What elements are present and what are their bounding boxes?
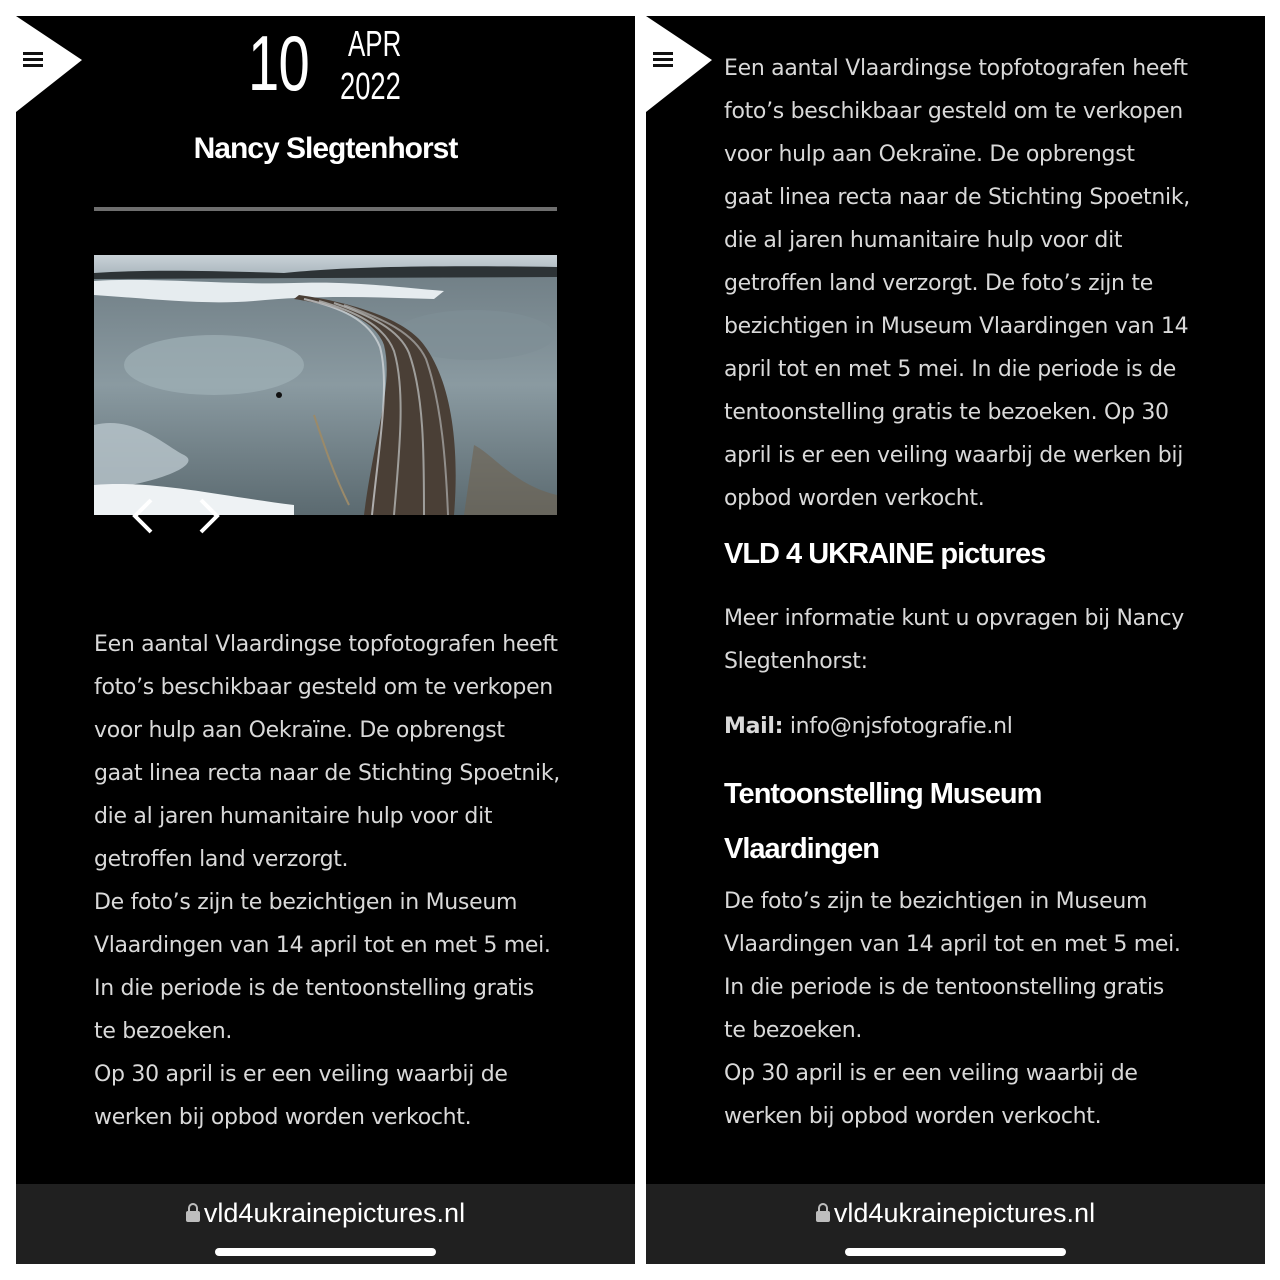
- browser-url-bar[interactable]: [16, 1184, 635, 1264]
- body-line: opbod worden verkocht.: [724, 486, 985, 511]
- post-title: Nancy Slegtenhorst: [193, 132, 458, 165]
- body-line: te bezoeken.: [724, 1018, 863, 1043]
- body-line: getroffen land verzorgt.: [94, 847, 349, 872]
- body-line: te bezoeken.: [94, 1019, 233, 1044]
- body-line: De foto’s zijn te bezichtigen in Museum: [724, 889, 1148, 914]
- body-line: gaat linea recta naar de Stichting Spoetnik,: [94, 761, 560, 786]
- slider-prev-button[interactable]: [129, 496, 159, 536]
- hamburger-menu-icon: [653, 52, 673, 67]
- body-line: Vlaardingen van 14 april tot en met 5 mei.: [94, 933, 551, 958]
- body-line: voor hulp aan Oekraïne. De opbrengst: [94, 718, 505, 743]
- hamburger-menu-icon: [23, 52, 43, 67]
- section-heading-exhibition: [724, 767, 1041, 877]
- url-text: vld4ukrainepictures.nl: [833, 1198, 1096, 1228]
- body-line: getroffen land verzorgt. De foto’s zijn te: [724, 271, 1153, 296]
- body-line: Meer informatie kunt u opvragen bij Nancy: [724, 606, 1184, 631]
- body-line: die al jaren humanitaire hulp voor dit: [724, 228, 1123, 253]
- section-heading-vld4ukraine: VLD 4 UKRAINE pictures: [724, 538, 1046, 570]
- chevron-right-icon: [193, 496, 223, 536]
- body-line: werken bij opbod worden verkocht.: [724, 1104, 1102, 1129]
- article-body: [94, 623, 574, 1139]
- body-line: tentoonstelling gratis te bezoeken. Op 30: [724, 400, 1169, 425]
- body-line: die al jaren humanitaire hulp voor dit: [94, 804, 493, 829]
- body-line: Slegtenhorst:: [724, 649, 868, 674]
- date-year: 2022: [340, 66, 401, 108]
- browser-url-bar[interactable]: [646, 1184, 1265, 1264]
- boardwalk-photo: [94, 255, 557, 515]
- lock-icon: [186, 1202, 200, 1222]
- body-line: bezichtigen in Museum Vlaardingen van 14: [724, 314, 1189, 339]
- body-line: De foto’s zijn te bezichtigen in Museum: [94, 890, 518, 915]
- intro-paragraph: [724, 47, 1204, 520]
- lock-icon: [816, 1202, 830, 1222]
- heading-line: Vlaardingen: [724, 833, 879, 865]
- exhibition-paragraph: [724, 880, 1204, 1138]
- phone-screen-right: [646, 16, 1265, 1264]
- body-line: april is er een veiling waarbij de werken bij: [724, 443, 1184, 468]
- date-month: APR: [348, 23, 402, 64]
- menu-button[interactable]: [16, 16, 82, 112]
- body-line: In die periode is de tentoonstelling gratis: [94, 976, 534, 1001]
- body-line: Op 30 april is er een veiling waarbij de: [94, 1062, 508, 1087]
- menu-button[interactable]: [646, 16, 712, 112]
- body-line: april tot en met 5 mei. In die periode is de: [724, 357, 1177, 382]
- body-line: werken bij opbod worden verkocht.: [94, 1105, 472, 1130]
- body-line: foto’s beschikbaar gesteld om te verkopen: [724, 99, 1183, 124]
- date-day: 10: [248, 19, 310, 107]
- body-line: Een aantal Vlaardingse topfotografen heeft: [94, 632, 558, 657]
- home-indicator[interactable]: [215, 1248, 436, 1256]
- body-line: Een aantal Vlaardingse topfotografen heeft: [724, 56, 1188, 81]
- body-line: voor hulp aan Oekraïne. De opbrengst: [724, 142, 1135, 167]
- body-line: foto’s beschikbaar gesteld om te verkopen: [94, 675, 553, 700]
- body-line: gaat linea recta naar de Stichting Spoetnik,: [724, 185, 1190, 210]
- title-divider: [94, 207, 557, 211]
- body-line: In die periode is de tentoonstelling gratis: [724, 975, 1164, 1000]
- heading-line: Tentoonstelling Museum: [724, 778, 1042, 810]
- mail-link[interactable]: info@njsfotografie.nl: [789, 714, 1013, 739]
- phone-screen-left: [16, 16, 635, 1264]
- mail-label: Mail:: [724, 714, 784, 739]
- slider-next-button[interactable]: [193, 496, 223, 536]
- photo-slider[interactable]: [94, 255, 557, 515]
- mail-line: [724, 705, 1204, 748]
- url-text: vld4ukrainepictures.nl: [203, 1198, 466, 1228]
- body-line: Vlaardingen van 14 april tot en met 5 mei.: [724, 932, 1181, 957]
- chevron-left-icon: [129, 496, 159, 536]
- body-line: Op 30 april is er een veiling waarbij de: [724, 1061, 1138, 1086]
- info-paragraph: [724, 597, 1204, 683]
- home-indicator[interactable]: [845, 1248, 1066, 1256]
